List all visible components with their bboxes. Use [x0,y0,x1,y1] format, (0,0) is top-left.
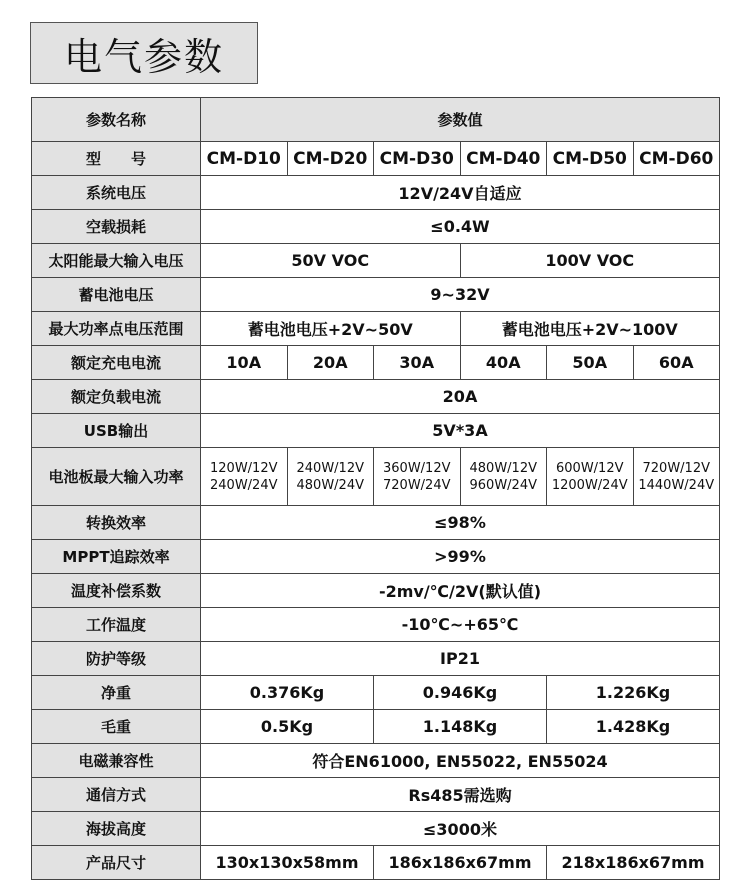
param-value: 0.376Kg [201,676,374,710]
param-value: 0.946Kg [374,676,547,710]
param-value [287,448,374,506]
param-value: 100V VOC [460,244,720,278]
param-value: CM-D50 [547,142,634,176]
param-value: 10A [201,346,288,380]
header-param-value: 参数值 [201,98,720,142]
table-row [32,346,720,380]
table-row [32,846,720,880]
table-row [32,574,720,608]
param-value: 186x186x67mm [374,846,547,880]
param-value: 1.148Kg [374,710,547,744]
table-row [32,608,720,642]
param-label: 温度补偿系数 [32,574,201,608]
param-value [460,448,547,506]
value-line: 480W/12V [469,460,537,476]
table-row [32,176,720,210]
value-line: 240W/24V [210,477,278,493]
param-value: 130x130x58mm [201,846,374,880]
value-line: 1440W/24V [638,477,715,493]
param-value: >99% [201,540,720,574]
param-value: CM-D30 [374,142,461,176]
table-row [32,812,720,846]
value-line: 240W/12V [296,460,364,476]
param-label: 通信方式 [32,778,201,812]
table-row [32,380,720,414]
param-label: 产品尺寸 [32,846,201,880]
table-row [32,744,720,778]
param-label: 太阳能最大输入电压 [32,244,201,278]
header-param-name: 参数名称 [32,98,201,142]
param-value: 1.226Kg [547,676,720,710]
param-label: 防护等级 [32,642,201,676]
value-line: 120W/12V [210,460,278,476]
param-value: 50V VOC [201,244,461,278]
table-row [32,778,720,812]
param-value [374,448,461,506]
param-label: 工作温度 [32,608,201,642]
table-row [32,506,720,540]
param-value: ≤0.4W [201,210,720,244]
param-label: 额定负载电流 [32,380,201,414]
param-label: 最大功率点电压范围 [32,312,201,346]
param-value: 20A [201,380,720,414]
param-label: 型 号 [32,142,201,176]
table-row [32,244,720,278]
param-value: 30A [374,346,461,380]
param-value: CM-D10 [201,142,288,176]
param-label: 空载损耗 [32,210,201,244]
table-row [32,142,720,176]
table-row [32,642,720,676]
spec-table [31,97,720,880]
param-label: 净重 [32,676,201,710]
param-value: 9~32V [201,278,720,312]
value-line: 360W/12V [383,460,451,476]
param-value [633,448,720,506]
param-value: 50A [547,346,634,380]
param-label: 转换效率 [32,506,201,540]
param-value: 218x186x67mm [547,846,720,880]
table-row [32,414,720,448]
param-value: 20A [287,346,374,380]
value-line: 720W/24V [383,477,451,493]
param-value: 蓄电池电压+2V~100V [460,312,720,346]
param-value: 符合EN61000, EN55022, EN55024 [201,744,720,778]
param-value: CM-D20 [287,142,374,176]
param-label: 系统电压 [32,176,201,210]
param-label: 额定充电电流 [32,346,201,380]
value-line: 600W/12V [556,460,624,476]
value-line: 960W/24V [469,477,537,493]
param-label: 毛重 [32,710,201,744]
table-row [32,210,720,244]
param-value: 蓄电池电压+2V~50V [201,312,461,346]
param-label: 海拔高度 [32,812,201,846]
value-line: 1200W/24V [551,477,628,493]
param-value [547,448,634,506]
param-value: 1.428Kg [547,710,720,744]
param-value: Rs485需选购 [201,778,720,812]
value-line: 720W/12V [642,460,710,476]
param-value: 5V*3A [201,414,720,448]
param-value: 40A [460,346,547,380]
param-value [201,448,288,506]
section-title: 电气参数 [30,22,258,84]
param-value: -2mv/℃/2V(默认值) [201,574,720,608]
param-value: ≤3000米 [201,812,720,846]
value-line: 480W/24V [296,477,364,493]
table-header-row [32,98,720,142]
param-label: USB输出 [32,414,201,448]
table-row [32,540,720,574]
param-label: 蓄电池电压 [32,278,201,312]
param-value: 12V/24V自适应 [201,176,720,210]
param-value: -10℃~+65℃ [201,608,720,642]
param-label: 电池板最大输入功率 [32,448,201,506]
param-label: MPPT追踪效率 [32,540,201,574]
table-row [32,710,720,744]
param-value: IP21 [201,642,720,676]
param-label: 电磁兼容性 [32,744,201,778]
table-row [32,278,720,312]
table-row [32,676,720,710]
param-value: ≤98% [201,506,720,540]
param-value: 60A [633,346,720,380]
table-row [32,448,720,506]
param-value: CM-D40 [460,142,547,176]
param-value: CM-D60 [633,142,720,176]
param-value: 0.5Kg [201,710,374,744]
table-row [32,312,720,346]
